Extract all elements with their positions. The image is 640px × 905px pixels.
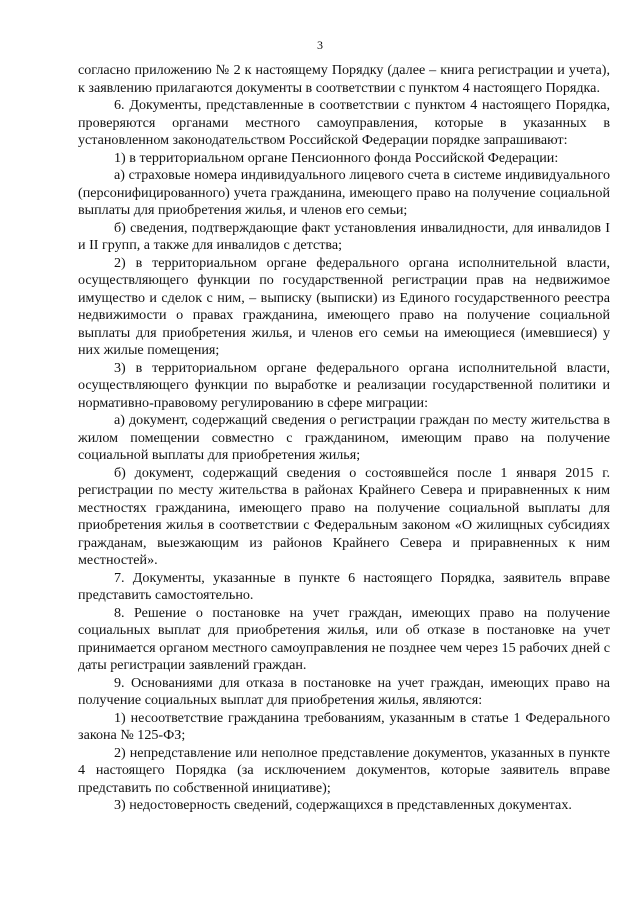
paragraph-item-9-3: 3) недостоверность сведений, содержащихся в представленных документах. <box>114 797 572 813</box>
page-number: 3 <box>317 38 323 52</box>
paragraph-item-6-3-b: б) документ, содержащий сведения о состоявшейся после 1 января 2015 г. регистрации по месту жительства в районах Крайнего Севера и приравненных к ним местностях гражданина, имеющего право на получение социальной выплаты для приобретения жилья в соответствии с Федеральным законом «О жилищных субсидиях гражданам, выезжающим из районов Крайнего Севера и приравненных к ним местностей». <box>78 464 610 568</box>
paragraph-item-6-1-a: а) страховые номера индивидуального лицевого счета в системе индивидуального (персонифицированного) учета гражданина, имеющего право на получение социальной выплаты для приобретения жилья, и членов его семьи; <box>78 167 610 218</box>
paragraph-item-9-1: 1) несоответствие гражданина требованиям, указанным в статье 1 Федерального закона № 125-ФЗ; <box>78 709 610 743</box>
paragraph-item-9-2: 2) непредставление или неполное представление документов, указанных в пункте 4 настоящего Порядка (за исключением документов, которые заявитель вправе представить по собственной инициативе); <box>78 744 610 796</box>
paragraph-item-6-1-b: б) сведения, подтверждающие факт установления инвалидности, для инвалидов I и II групп, а также для инвалидов с детства; <box>78 219 610 253</box>
paragraph-item-7: 7. Документы, указанные в пункте 6 настоящего Порядка, заявитель вправе представить самостоятельно. <box>78 569 610 603</box>
paragraph-item-9: 9. Основаниями для отказа в постановке на учет граждан, имеющих право на получение социальных выплат для приобретения жилья, являются: <box>78 674 610 708</box>
paragraph-item-6-2: 2) в территориальном органе федерального органа исполнительной власти, осуществляющего функции по государственной регистрации прав на недвижимое имущество и сделок с ним, – выписку (выписки) из Единого государственного реестра недвижимости о правах гражданина, имеющего право на получение социальной выплаты для приобретения жилья, и членов его семьи на имеющиеся (имевшиеся) у них жилые помещения; <box>78 254 610 358</box>
paragraph-item-8: 8. Решение о постановке на учет граждан, имеющих право на получение социальных выплат для приобретения жилья, или об отказе в постановке на учет принимается органом местного самоуправления не позднее чем через 15 рабочих дней с даты регистрации заявлений граждан. <box>78 604 610 673</box>
paragraph-item-6: 6. Документы, представленные в соответствии с пунктом 4 настоящего Порядка, проверяются органами местного самоуправления, которые в указанных в установленном законодательством Российской Федерации порядке запрашивают: <box>78 97 610 148</box>
document-body <box>78 62 610 815</box>
paragraph-item-6-3: 3) в территориальном органе федерального органа исполнительной власти, осуществляющего функции по выработке и реализации государственной политики и нормативно-правовому регулированию в сфере миграции: <box>78 359 610 411</box>
paragraph-continuation: согласно приложению № 2 к настоящему Порядку (далее – книга регистрации и учета), к заявлению прилагаются документы в соответствии с пунктом 4 настоящего Порядка. <box>78 62 610 96</box>
paragraph-item-6-3-a: а) документ, содержащий сведения о регистрации граждан по месту жительства в жилом помещении совместно с гражданином, имеющим право на получение социальной выплаты для приобретения жилья; <box>78 412 610 463</box>
paragraph-item-6-1: 1) в территориальном органе Пенсионного фонда Российской Федерации: <box>114 149 559 166</box>
